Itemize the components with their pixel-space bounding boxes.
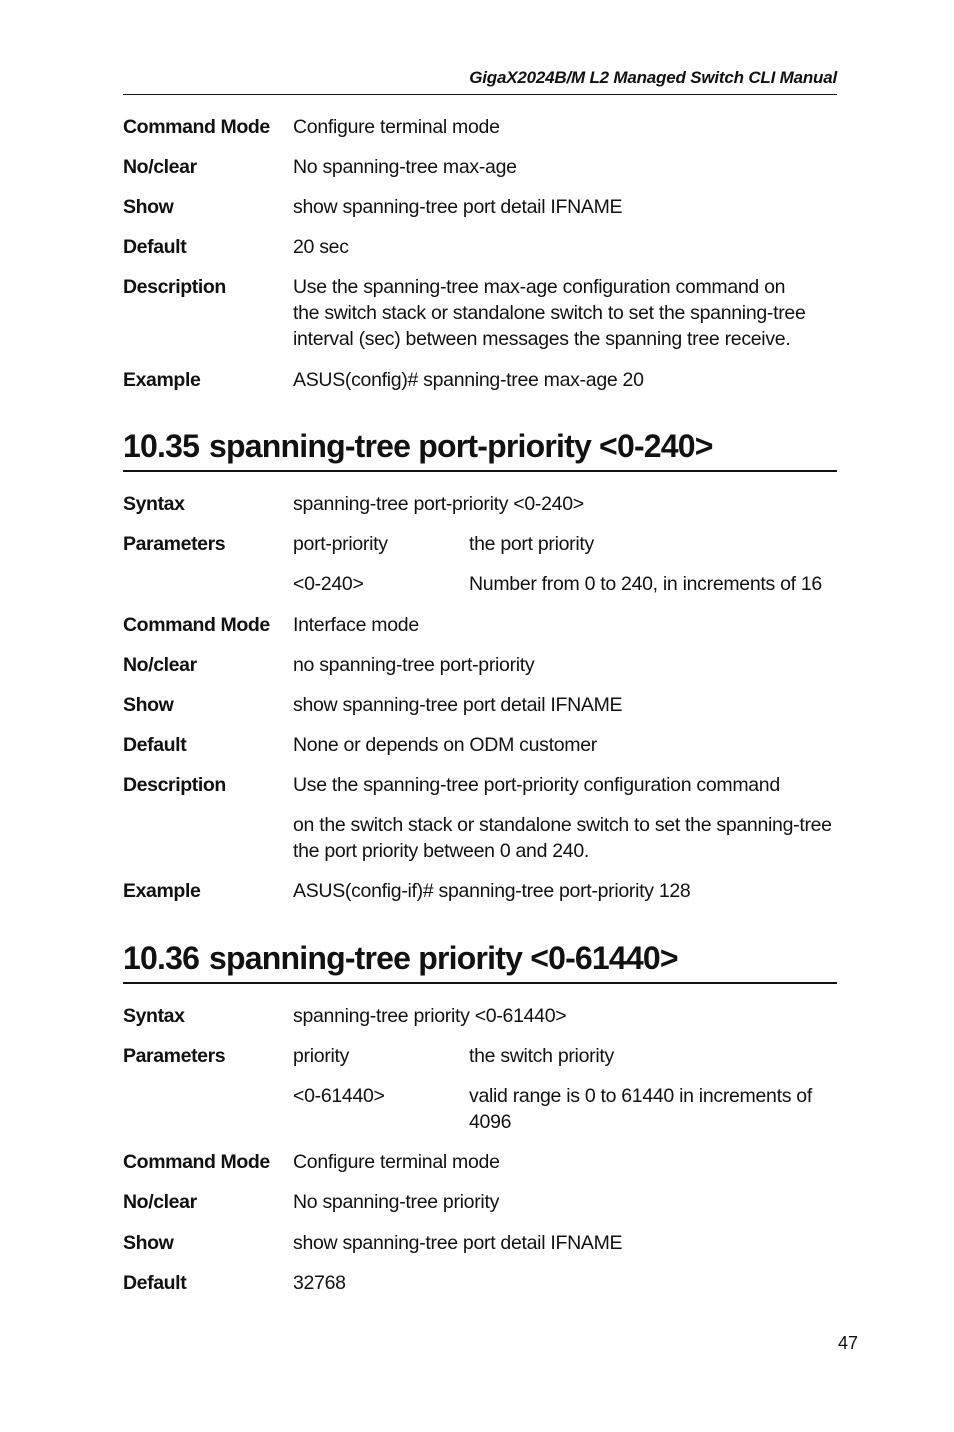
syntax-label: Syntax — [123, 1005, 185, 1027]
show-value: show spanning-tree port detail IFNAME — [293, 694, 623, 716]
no-clear-label: No/clear — [123, 156, 197, 178]
description-text — [293, 274, 839, 352]
parameter-name: port-priority — [293, 533, 388, 555]
show-label: Show — [123, 1232, 174, 1254]
example-label: Example — [123, 880, 201, 902]
parameter-name: <0-61440> — [293, 1085, 385, 1107]
parameter-description: valid range is 0 to 61440 in increments of 4096 — [469, 1085, 812, 1133]
description-row — [123, 274, 837, 352]
default-value: 32768 — [293, 1272, 346, 1294]
manual-title: GigaX2024B/M L2 Managed Switch CLI Manual — [469, 68, 837, 87]
parameter-name: priority — [293, 1045, 350, 1067]
section-number: 10.36 — [123, 940, 200, 976]
syntax-value: spanning-tree priority <0-61440> — [293, 1005, 567, 1027]
section-title: spanning-tree port-priority <0-240> — [209, 428, 713, 464]
parameter-description: Number from 0 to 240, in increments of 16 — [469, 573, 822, 595]
no-clear-label: No/clear — [123, 1191, 197, 1213]
command-mode-label: Command Mode — [123, 116, 270, 138]
page-number: 47 — [837, 1333, 858, 1353]
description-label: Description — [123, 774, 226, 796]
description-continuation-row — [123, 812, 837, 864]
command-mode-value: Configure terminal mode — [293, 116, 500, 138]
description-first-line: Use the spanning-tree port-priority configuration command — [293, 774, 780, 796]
parameters-label: Parameters — [123, 533, 226, 555]
no-clear-value: No spanning-tree max-age — [293, 156, 517, 178]
example-value: ASUS(config)# spanning-tree max-age 20 — [293, 369, 644, 391]
description-line: interval (sec) between messages the spanning tree receive. — [293, 328, 791, 350]
running-header — [123, 68, 837, 95]
description-line: the switch stack or standalone switch to set the spanning-tree — [293, 302, 806, 324]
no-clear-value: no spanning-tree port-priority — [293, 654, 535, 676]
no-clear-label: No/clear — [123, 654, 197, 676]
syntax-label: Syntax — [123, 493, 185, 515]
parameter-name: <0-240> — [293, 573, 364, 595]
command-mode-label: Command Mode — [123, 1151, 270, 1173]
description-line: on the switch stack or standalone switch to set the spanning-tree — [293, 814, 832, 836]
command-mode-value: Configure terminal mode — [293, 1151, 500, 1173]
section-heading-10-35 — [123, 426, 837, 472]
no-clear-value: No spanning-tree priority — [293, 1191, 500, 1213]
default-value: None or depends on ODM customer — [293, 734, 597, 756]
show-label: Show — [123, 196, 174, 218]
parameters-label: Parameters — [123, 1045, 226, 1067]
default-label: Default — [123, 1272, 187, 1294]
description-line: Use the spanning-tree max-age configuration command on — [293, 276, 786, 298]
example-value: ASUS(config-if)# spanning-tree port-priority 128 — [293, 880, 691, 902]
show-value: show spanning-tree port detail IFNAME — [293, 1232, 623, 1254]
description-continuation — [293, 812, 839, 864]
syntax-value: spanning-tree port-priority <0-240> — [293, 493, 584, 515]
default-label: Default — [123, 734, 187, 756]
section-number: 10.35 — [123, 428, 200, 464]
show-value: show spanning-tree port detail IFNAME — [293, 196, 623, 218]
command-mode-value: Interface mode — [293, 614, 419, 636]
parameter-description: the switch priority — [469, 1045, 614, 1067]
parameter-description: the port priority — [469, 533, 594, 555]
description-line: the port priority between 0 and 240. — [293, 840, 589, 862]
default-label: Default — [123, 236, 187, 258]
default-value: 20 sec — [293, 236, 349, 258]
command-mode-label: Command Mode — [123, 614, 270, 636]
description-label: Description — [123, 276, 226, 298]
show-label: Show — [123, 694, 174, 716]
section-title: spanning-tree priority <0-61440> — [209, 940, 678, 976]
example-label: Example — [123, 369, 201, 391]
section-heading-10-36 — [123, 938, 837, 984]
parameters-row — [123, 1083, 837, 1135]
